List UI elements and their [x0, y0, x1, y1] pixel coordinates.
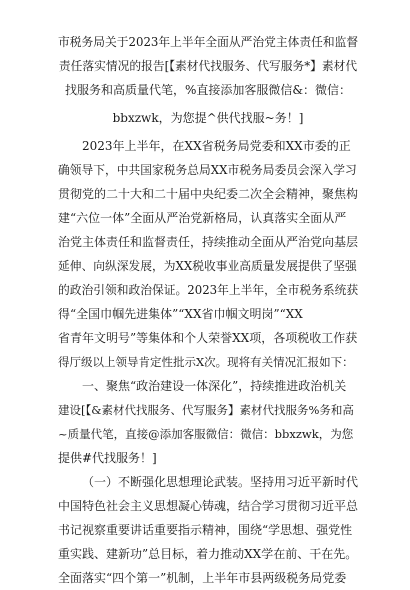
heading-line: ~质量代笔，直接@添加客服微信：微信：bbxzwk，为您 — [58, 427, 354, 441]
heading-line: 一、聚焦“政治建设一体深化”，持续推进政治机关 — [82, 379, 347, 393]
heading-line: 建设[【&素材代找服务、代写服务】素材代找服务%务和高 — [58, 403, 354, 417]
paragraph-line: 省青年文明号”等集体和个人荣誉XX项，各项税收工作获 — [58, 331, 358, 345]
paragraph-line: 确领导下，中共国家税务总局XX市税务局委员会深入学习 — [58, 163, 357, 177]
subsection-paragraph — [58, 470, 358, 590]
intro-paragraph — [58, 134, 358, 374]
title-line: 责任落实情况的报告[【素材代找服务、代写服务*】素材代 — [58, 59, 358, 73]
paragraph-line: 得厅级以上领导肯定性批示X次。现将有关情况汇报如下： — [58, 355, 354, 369]
paragraph-line: 全面落实“四个第一”机制，上半年市县两级税务局党委 — [58, 571, 347, 585]
section-heading-1 — [58, 374, 358, 470]
paragraph-line: 书记视察重要讲话重要指示精神，围绕“学思想、强党性 — [58, 523, 353, 537]
title-line: bbxzwk，为您提^供代找服~务！] — [112, 111, 304, 125]
paragraph-line: 治党主体责任和监督责任，持续推动全面从严治党向基层 — [58, 235, 358, 249]
heading-line: 提供#代找服务！] — [58, 451, 157, 465]
paragraph-line: 的政治引领和政治保证。2023年上半年，全市税务系统获 — [58, 283, 358, 297]
paragraph-line: （一）不断强化思想理论武装。坚持用习近平新时代 — [82, 475, 358, 489]
report-title — [58, 30, 358, 130]
paragraph-line: 贯彻党的二十大和二十届中央纪委二次全会精神，聚焦构 — [58, 187, 358, 201]
title-line: 市税务局关于2023年上半年全面从严治党主体责任和监督 — [58, 35, 358, 49]
paragraph-line: 得“全国巾帼先进集体”“XX省巾帼文明岗”“XX — [58, 307, 303, 321]
paragraph-line: 建“六位一体”全面从严治党新格局，认真落实全面从严 — [58, 211, 347, 225]
paragraph-line: 中国特色社会主义思想凝心铸魂，结合学习贯彻习近平总 — [58, 499, 358, 513]
paragraph-line: 重实践、建新功”总目标，着力推动XX学在前、干在先。 — [58, 547, 358, 561]
paragraph-line: 延伸、向纵深发展，为XX税收事业高质量发展提供了坚强 — [58, 259, 357, 273]
paragraph-line: 2023年上半年，在XX省税务局党委和XX市委的正 — [82, 139, 351, 153]
title-line: 找服务和高质量代笔，%直接添加客服微信&：微信： — [64, 83, 352, 97]
